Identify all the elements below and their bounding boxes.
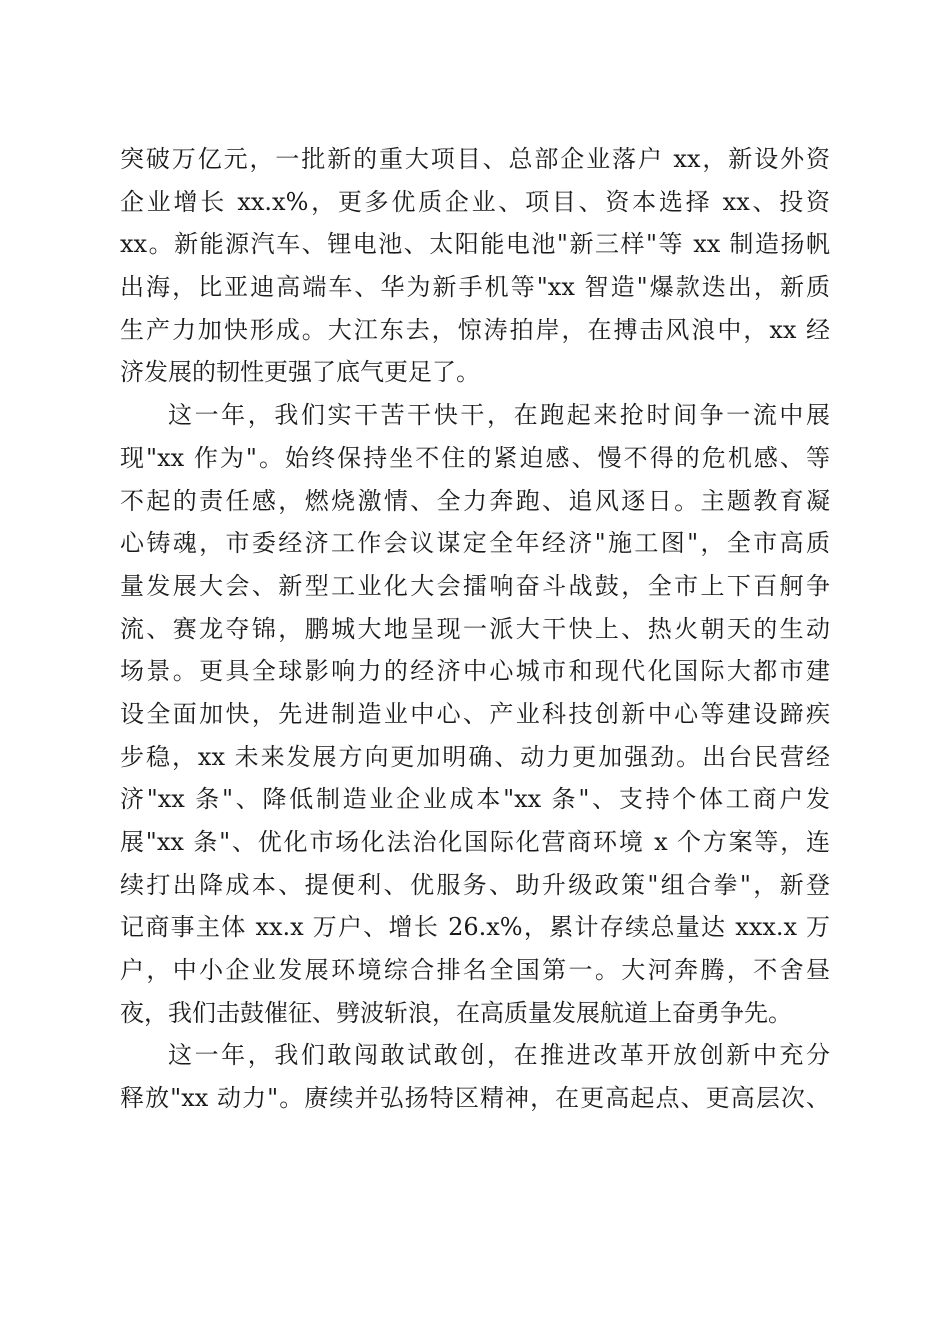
text-line: xx。新能源汽车、锂电池、太阳能电池"新三样"等 xx 制造扬帆: [120, 230, 830, 259]
text-line: 不起的责任感，燃烧激情、全力奔跑、追风逐日。主题教育凝: [120, 486, 830, 515]
text-line: 释放"xx 动力"。赓续并弘扬特区精神，在更高起点、更高层次、: [120, 1084, 830, 1113]
text-line: 现"xx 作为"。始终保持坐不住的紧迫感、慢不得的危机感、等: [120, 443, 830, 472]
text-line: 出海，比亚迪高端车、华为新手机等"xx 智造"爆款迭出，新质: [120, 273, 830, 302]
text-line: 步稳，xx 未来发展方向更加明确、动力更加强劲。出台民营经: [120, 742, 830, 771]
text-line: 济发展的韧性更强了底气更足了。: [120, 358, 480, 387]
document-body: [120, 138, 830, 1120]
text-line: 展"xx 条"、优化市场化法治化国际化营商环境 x 个方案等，连: [120, 828, 830, 856]
text-line: 夜，我们击鼓催征、劈波斩浪，在高质量发展航道上奋勇争先。: [120, 998, 792, 1027]
text-line: 续打出降成本、提便利、优服务、助升级政策"组合拳"，新登: [120, 870, 830, 899]
text-line: 户，中小企业发展环境综合排名全国第一。大河奔腾，不舍昼: [120, 956, 830, 985]
text-line: 场景。更具全球影响力的经济中心城市和现代化国际大都市建: [120, 657, 830, 686]
text-line: 这一年，我们敢闯敢试敢创，在推进改革开放创新中充分: [168, 1041, 830, 1070]
text-line: 心铸魂，市委经济工作会议谋定全年经济"施工图"，全市高质: [120, 529, 830, 558]
text-line: 这一年，我们实干苦干快干，在跑起来抢时间争一流中展: [168, 401, 830, 430]
text-line: 流、赛龙夺锦，鹏城大地呈现一派大干快上、热火朝天的生动: [120, 614, 830, 643]
text-line: 量发展大会、新型工业化大会擂响奋斗战鼓，全市上下百舸争: [120, 571, 830, 600]
text-line: 突破万亿元，一批新的重大项目、总部企业落户 xx，新设外资: [120, 145, 830, 173]
text-line: 记商事主体 xx.x 万户、增长 26.x%，累计存续总量达 xxx.x 万: [120, 913, 830, 942]
text-line: 济"xx 条"、降低制造业企业成本"xx 条"、支持个体工商户发: [120, 785, 830, 814]
text-line: 生产力加快形成。大江东去，惊涛拍岸，在搏击风浪中，xx 经: [120, 315, 830, 344]
paragraph-1: [120, 138, 830, 394]
paragraph-3: [120, 1034, 830, 1119]
text-line: 设全面加快，先进制造业中心、产业科技创新中心等建设蹄疾: [120, 699, 830, 728]
paragraph-2: [120, 394, 830, 1034]
text-line: 企业增长 xx.x%，更多优质企业、项目、资本选择 xx、投资: [120, 187, 830, 216]
